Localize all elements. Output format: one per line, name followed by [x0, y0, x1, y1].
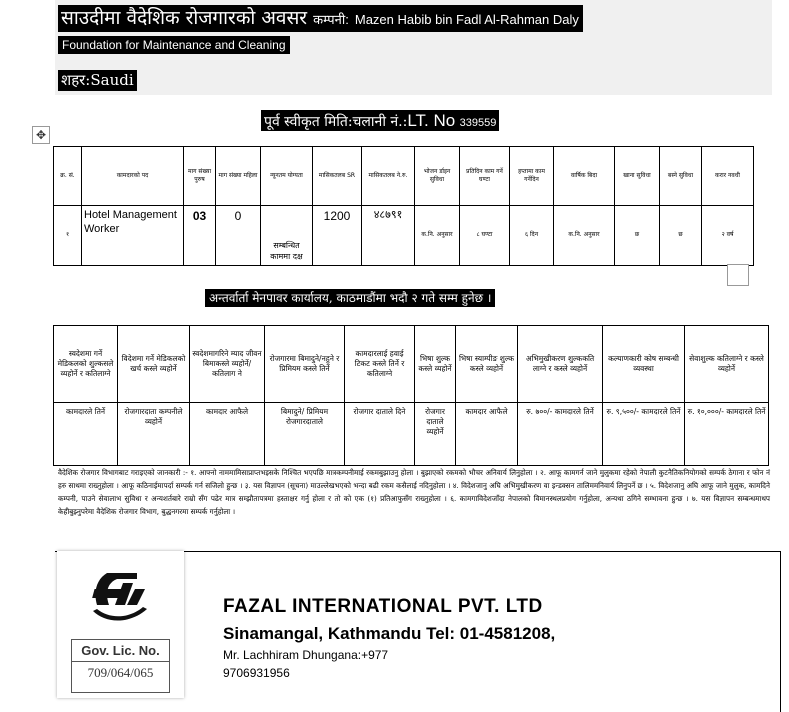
city-value: Saudi — [90, 71, 134, 89]
jobs-header-cell: प्रतिदिन काम गर्ने घण्टा — [460, 147, 510, 206]
job-female-count: 0 — [216, 206, 261, 266]
cost-header-cell: सेवाशुल्क कतिलाग्ने र कस्ले व्यहोर्ने — [685, 326, 769, 403]
cost-cell: कामदार आफैले — [190, 403, 265, 466]
approval-label: पूर्व स्वीकृत मिति:चलानी नं.: — [264, 114, 408, 130]
cost-header-row — [54, 326, 769, 403]
cost-cell: कामदार आफैले — [456, 403, 518, 466]
job-male-count: 03 — [184, 206, 216, 266]
cost-cell: रु. ९,५००/- कामदारले तिर्ने — [603, 403, 685, 466]
company-prefix: कम्पनी: — [313, 12, 349, 27]
jobs-header-cell: कामदारको पद — [82, 147, 184, 206]
jobs-header-cell: भोजन र्डाइन सुविधा — [415, 147, 460, 206]
lt-no: LT. No — [407, 111, 456, 130]
lt-number: 339559 — [459, 117, 497, 129]
jobs-header-row — [54, 147, 754, 206]
jobs-table — [53, 146, 754, 266]
jobs-header-cell: माग संख्या महिला — [216, 147, 261, 206]
checkbox[interactable] — [727, 264, 749, 286]
cost-header-cell: स्वदेशमागरिने म्याद जीवन बिमाकस्ले व्यहोर्ने/ कतिलाग ने — [190, 326, 265, 403]
job-qualification: सम्बन्धित काममा दक्ष — [261, 206, 313, 266]
cost-header-cell: रोजगारमा बिमादुने/नहुने र प्रिमियम कस्ले तिर्ने — [265, 326, 345, 403]
city-label: शहर: — [61, 71, 91, 89]
company-name-line2: Foundation for Maintenance and Cleaning — [58, 36, 290, 54]
jobs-header-cell: हप्तामा काम गर्नेदिन — [510, 147, 554, 206]
move-handle-icon[interactable]: ✥ — [32, 126, 50, 144]
jobs-header-cell: मासिकतलब SR — [313, 147, 362, 206]
interview-notice: अन्तर्वार्ता मेनपावर कार्यालय, काठमाडौंमा भदौ २ गते सम्म हुनेछ । — [205, 289, 495, 307]
title-nepali: साउदीमा वैदेशिक रोजगारको अवसर — [61, 7, 308, 29]
jobs-header-cell: खाना सुविधा — [615, 147, 660, 206]
job-accommodation: छ — [660, 206, 702, 266]
job-leave: क.नि. अनुसार — [554, 206, 615, 266]
job-contract: २ वर्ष — [702, 206, 754, 266]
jobs-header-cell: करार नवधी — [702, 147, 754, 206]
cost-cell: रोजगार दाताले व्यहोर्ने — [415, 403, 456, 466]
job-sn: १ — [54, 206, 82, 266]
cost-cell: कामदारले तिर्ने — [54, 403, 118, 466]
cost-data-row — [54, 403, 769, 466]
jobs-header-cell: बस्ने सुविधा — [660, 147, 702, 206]
license-number: 709/064/065 — [72, 661, 169, 681]
cost-cell: रु. १०,०००/- कामदारले तिर्ने — [685, 403, 769, 466]
contact-phone: 9706931956 — [223, 666, 290, 680]
cost-header-cell: विदेशमा गर्ने मेडिकलको खर्च कस्ले व्यहोर्ने — [118, 326, 190, 403]
agency-address: Sinamangal, Kathmandu Tel: 01-4581208, — [223, 624, 556, 643]
job-hours: ८ घण्टा — [460, 206, 510, 266]
job-meal: छ — [615, 206, 660, 266]
jobs-header-cell: मासिकतलब ने.रु. — [362, 147, 415, 206]
jobs-header-cell: वार्षिक बिदा — [554, 147, 615, 206]
cost-header-cell: कामदारलाई हवाई टिकट कस्ले तिर्ने र कतिलाग्ने — [345, 326, 415, 403]
company-name-line1: Mazen Habib bin Fadl Al-Rahman Daly — [354, 12, 579, 27]
agency-logo-box — [57, 551, 184, 698]
job-position: Hotel Management Worker — [82, 206, 184, 266]
jobs-header-cell: क्र. सं. — [54, 147, 82, 206]
contact-person: Mr. Lachhiram Dhungana:+977 — [223, 648, 389, 662]
jobs-header-cell: माग संख्या पुरुष — [184, 147, 216, 206]
license-label: Gov. Lic. No. — [81, 643, 160, 658]
cost-table — [53, 325, 769, 466]
cost-cell: रु. ७००/- कामदारले तिर्ने — [518, 403, 603, 466]
jobs-data-row — [54, 206, 754, 266]
approval-line — [261, 110, 499, 131]
job-salary-npr: ४८७९१ — [362, 206, 415, 266]
agency-name: FAZAL INTERNATIONAL PVT. LTD — [223, 596, 543, 617]
cost-header-cell: अभिमुखीकरण शुल्ककति लाग्ने र कस्ले व्यहोर्ने — [518, 326, 603, 403]
department-notice: वैदेशिक रोजगार विभागबाट गराइएको जानकारी :- १. आफ्नो नाममामिसाप्राप्तभइसके निश्चित भएपछि मात्रकम्पनीमाई रकमबुझाउनु होला । बुझाएको रकमको भौचर अनिवार्य लिनुहोला । २. आफू कामगर्न जाने मुलुकमा रहेको नेपाली कुटनैतिकनियोगको सम्पर्क ठेगाना र फोन नं हरु साथमा राख्नुहोला । आफू कठिनाईमापर्दा सम्पर्क गर्न सजिलो हुन्छ । ३. यस विज्ञापन (सूचना) माउल्लेखभएको भन्दा बढी रकम कसैलाई नदिनुहोला । ४. विदेशजानु अघि अभिमुखीकरण वा इन्डक्सन तालिममनिवार्य लिनुपर्ने छ । ५. विदेशजानु अघि आफू जाने मुलुक, कामदिने कम्पनी, पाउने सेवालाभ सुविधा र अन्यशर्तबारे राम्रो सँग पढेर मात्र सम्झौतापत्रमा हस्ताक्षर गर्नु होला र तो को एक (१) प्रतिआफुसँग राख्नुहोला । ६. कामगाविदेशजाँदा नेपालको विमानस्थलप्रयोग गर्नुहोला, अन्यथा ठगिने सम्भावना हुन्छ । ७. यस विज्ञापन सम्बन्धमाथप केहीबुझ्नुपरेमा वैदेशिक रोजगार विभाग, बुद्धनगरमा सम्पर्क गर्नुहोला । — [58, 468, 770, 516]
city-line — [58, 70, 137, 91]
job-food: क.नि. अनुसार — [415, 206, 460, 266]
cost-header-cell: भिषा शुल्क कस्ले व्यहोर्ने — [415, 326, 456, 403]
cost-header-cell: स्वदेशमा गर्ने मेडिकलको शुल्कसले व्यहोर्ने र कतिलाग्ने — [54, 326, 118, 403]
cost-header-cell: भिषा स्याम्पीङ शुल्क कस्ले व्यहोर्ने — [456, 326, 518, 403]
cost-cell: रोजगार दाताले दिने — [345, 403, 415, 466]
job-days: ६ दिन — [510, 206, 554, 266]
cost-cell: बिमादुने/ प्रिमियम रोजगारदाताले — [265, 403, 345, 466]
license-box — [71, 639, 170, 693]
fi-logo-icon — [87, 565, 157, 635]
job-salary-sr: 1200 — [313, 206, 362, 266]
ad-title — [58, 5, 583, 32]
jobs-header-cell: न्यूनतम योग्यता — [261, 147, 313, 206]
cost-header-cell: कल्याणकारी कोष सम्बन्धी व्यवस्था — [603, 326, 685, 403]
cost-cell: रोजगारदाता कम्पनीले व्यहोर्ने — [118, 403, 190, 466]
